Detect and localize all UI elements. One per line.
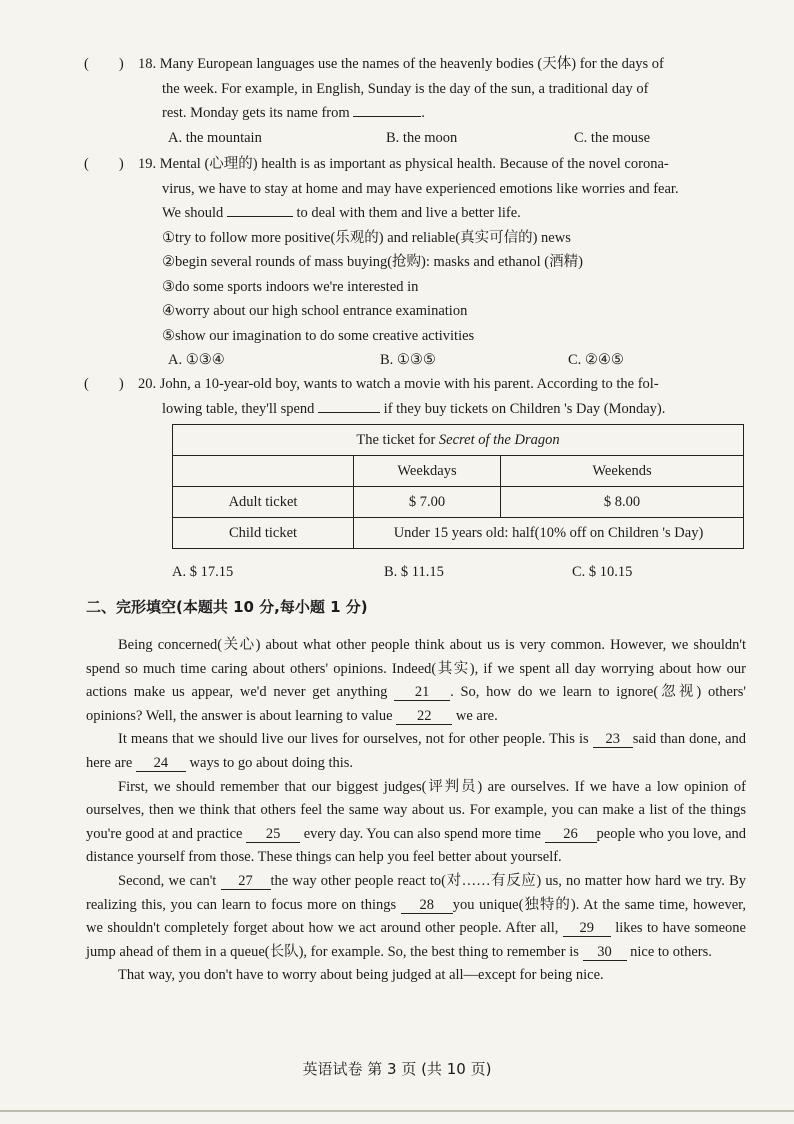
cloze-passage — [86, 634, 746, 988]
paragraph-4: Second, we can't 27 the way other people react to(对……有反应) us, no matter how hard we try. By realizing this, you can learn to focus more on things 28 you unique(独特的). At the same time, however, we shouldn't completely forget about how we act around other people. After all, 29 likes to have someone jump ahead of them in a queue(长队), for example. So, the best thing to remember is 30 nice to others. — [86, 872, 747, 960]
choice-item-4: ④worry about our high school entrance examination — [162, 303, 468, 319]
adult-ticket-label: Adult ticket — [173, 487, 354, 518]
option-a: A. ①③④ — [168, 352, 225, 368]
answer-blank — [227, 201, 293, 217]
choice-item-3: ③do some sports indoors we're interested in — [162, 278, 419, 295]
question-text: rest. Monday gets its name from — [162, 105, 350, 121]
question-text: John, a 10-year-old boy, wants to watch a movie with his parent. According to the fol- — [159, 376, 659, 392]
paragraph-3: First, we should remember that our biggest judges(评判员) are ourselves. If we have a low opinion of ourselves, then we think that others feel the same way about us. For example, you can make a list of the things you're good at and practice 25 every day. You can also spend more time 26 people who you love, and distance yourself from those. These things can help you feel better about yourself. — [86, 778, 746, 866]
option-b: B. the moon — [386, 129, 458, 146]
blank-23[interactable]: 23 — [593, 731, 633, 748]
paren-open: ( — [84, 156, 89, 172]
col-weekdays: Weekdays — [354, 456, 501, 487]
q20-options — [172, 560, 632, 584]
choice-item-5: ⑤show our imagination to do some creative activities — [162, 327, 475, 344]
child-ticket-rule: Under 15 years old: half(10% off on Children 's Day) — [354, 518, 744, 549]
choice-item-1: ①try to follow more positive(乐观的) and reliable(真实可信的) news — [162, 229, 571, 246]
paragraph-5: That way, you don't have to worry about being judged at all—except for being nice. — [118, 967, 604, 984]
option-c: C. the mouse — [574, 129, 651, 146]
blank-26[interactable]: 26 — [545, 826, 597, 843]
question-text: virus, we have to stay at home and may have experienced emotions like worries and fear. — [162, 180, 679, 197]
child-ticket-label: Child ticket — [173, 518, 354, 549]
question-18 — [84, 52, 752, 150]
paren-open: ( — [84, 376, 89, 392]
paren-close: ) — [118, 56, 124, 72]
option-c: C. ②④⑤ — [568, 352, 624, 368]
question-text: lowing table, they'll spend — [162, 400, 315, 417]
paren-open: ( — [84, 56, 89, 72]
paren-close: ) — [118, 156, 124, 172]
question-text: Many European languages use the names of the heavenly bodies (天体) for the days of — [159, 56, 664, 72]
option-a: A. $ 17.15 — [172, 564, 234, 580]
options — [168, 348, 752, 372]
adult-weekend-price: $ 8.00 — [501, 487, 744, 518]
option-c: C. $ 10.15 — [572, 564, 633, 580]
question-19 — [84, 152, 752, 372]
options — [168, 126, 752, 150]
blank-29[interactable]: 29 — [563, 920, 611, 937]
blank-27[interactable]: 27 — [221, 873, 271, 890]
blank-28[interactable]: 28 — [401, 897, 453, 914]
col-weekends: Weekends — [501, 456, 744, 487]
answer-blank — [318, 397, 380, 413]
adult-weekday-price: $ 7.00 — [354, 487, 501, 518]
question-text: the week. For example, in English, Sunday is the day of the sun, a traditional day of — [162, 80, 649, 97]
question-number: 19. — [138, 156, 157, 172]
blank-21[interactable]: 21 — [394, 684, 450, 701]
blank-25[interactable]: 25 — [246, 826, 300, 843]
page-footer: 英语试卷 第 3 页 (共 10 页) — [302, 1060, 492, 1078]
answer-parentheses[interactable] — [84, 372, 134, 397]
paragraph-1: Being concerned(关心) about what other people think about us is very common. However, we shouldn't spend so much time caring about others' opinions. Indeed(其实), if we spent all day worrying about how our actions make us appear, we'd never get anything 21 . So, how do we learn to ignore(忽视) others' opinions? Well, the answer is about learning to value 22 we are. — [86, 637, 747, 724]
question-number: 20. — [138, 376, 157, 392]
choice-item-2: ②begin several rounds of mass buying(抢购): masks and ethanol (酒精) — [162, 254, 583, 270]
question-text: to deal with them and live a better life. — [296, 205, 521, 221]
option-b: B. $ 11.15 — [384, 564, 444, 580]
question-number: 18. — [138, 56, 157, 72]
section-heading: 二、完形填空(本题共 10 分,每小题 1 分) — [86, 598, 368, 616]
question-20 — [84, 372, 752, 421]
ticket-table — [172, 424, 744, 549]
question-text: . — [421, 105, 425, 121]
blank-24[interactable]: 24 — [136, 755, 186, 772]
question-text: Mental (心理的) health is as important as physical health. Because of the novel corona- — [159, 156, 669, 172]
question-text: if they buy tickets on Children 's Day (Monday). — [383, 400, 666, 417]
option-a: A. the mountain — [168, 129, 262, 146]
answer-parentheses[interactable] — [84, 152, 134, 177]
blank-22[interactable]: 22 — [396, 708, 452, 725]
question-text: We should — [162, 205, 224, 221]
blank-30[interactable]: 30 — [583, 944, 627, 961]
table-title: The ticket for Secret of the Dragon — [173, 425, 744, 456]
paragraph-2: It means that we should live our lives for ourselves, not for other people. This is 23 said than done, and here are 24 ways to go about doing this. — [86, 731, 746, 771]
answer-blank — [353, 101, 421, 117]
answer-parentheses[interactable] — [84, 52, 134, 77]
option-b: B. ①③⑤ — [380, 352, 436, 368]
paren-close: ) — [118, 376, 124, 392]
movie-title: Secret of the Dragon — [438, 431, 560, 448]
page-edge — [0, 1110, 794, 1112]
